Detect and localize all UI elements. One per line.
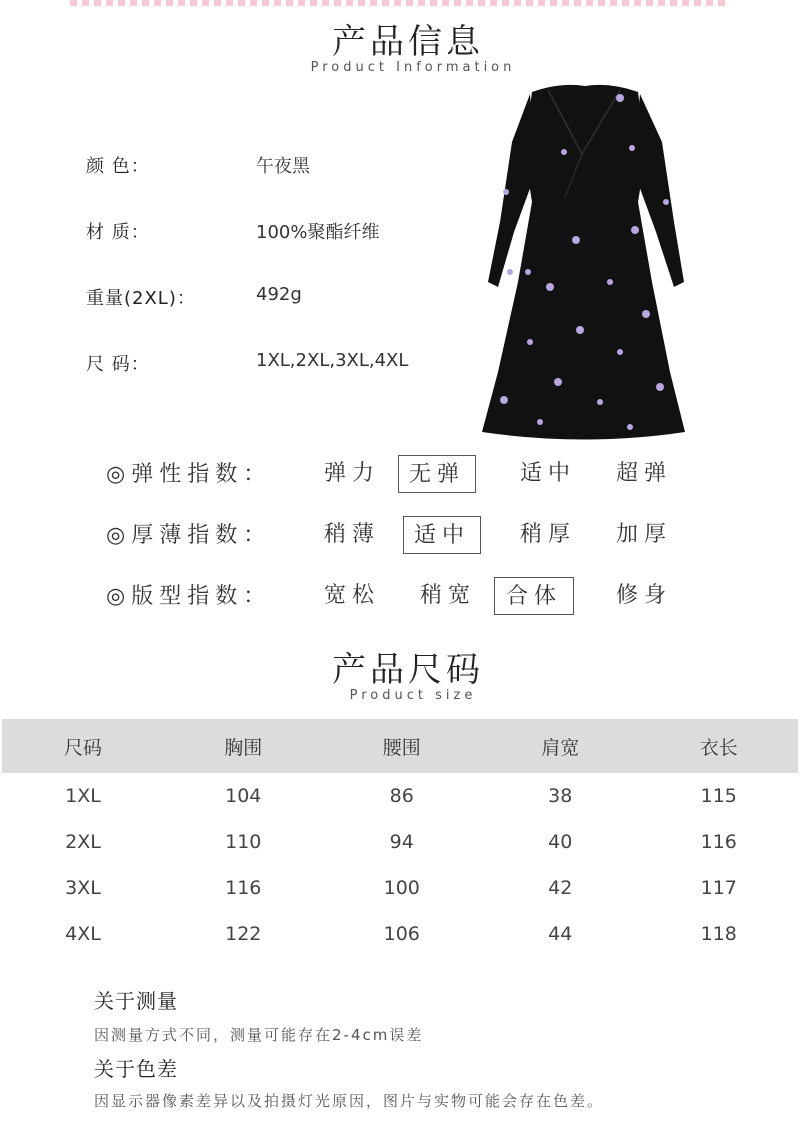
color-note-title: 关于色差 [94,1057,178,1081]
elasticity-option-1: 弹力 [323,461,380,486]
color-note-text: 因显示器像素差异以及拍摄灯光原因，图片与实物可能会存在色差。 [94,1092,605,1110]
elasticity-index-row [0,455,800,495]
thickness-option-2-selected: 适中 [403,516,481,554]
table-row [2,773,798,819]
size-section-title: 产品尺码 [332,650,484,690]
measurement-note-text: 因测量方式不同，测量可能存在2-4cm误差 [94,1026,424,1044]
table-cell: 118 [700,923,737,945]
table-cell: 116 [700,831,737,853]
table-cell: 44 [548,923,573,945]
elasticity-option-2-selected: 无弹 [398,455,476,493]
measurement-note-title: 关于测量 [94,989,178,1013]
weight-value: 492g [256,284,302,305]
header-length: 衣长 [699,736,738,759]
thickness-index-label: ◎厚薄指数： [106,523,272,548]
table-row [2,865,798,911]
table-cell: 110 [225,831,262,853]
fit-option-1: 宽松 [323,583,380,608]
table-cell: 38 [548,785,573,807]
color-label: 颜 色： [86,156,150,177]
table-cell: 122 [225,923,262,945]
dress-image [470,82,700,442]
thickness-index-row [0,516,800,556]
material-value: 100%聚酯纤维 [256,222,380,243]
elasticity-option-4: 超弹 [615,461,672,486]
table-header-row [2,719,798,773]
elasticity-option-3: 适中 [519,461,576,486]
thickness-option-1: 稍薄 [323,522,380,547]
table-cell: 40 [548,831,573,853]
fit-option-2: 稍宽 [419,583,476,608]
table-cell: 42 [548,877,573,899]
product-info-title: 产品信息 [332,22,484,62]
table-cell: 4XL [65,923,101,945]
table-cell: 117 [700,877,737,899]
table-cell: 106 [383,923,420,945]
size-section-subtitle: Product size [349,688,477,703]
fit-index-label: ◎版型指数： [106,584,272,609]
table-cell: 100 [383,877,420,899]
table-cell: 2XL [65,831,101,853]
table-cell: 86 [389,785,414,807]
table-cell: 116 [225,877,262,899]
fit-index-row [0,577,800,617]
table-row [2,819,798,865]
weight-label: 重量(2XL)： [86,288,196,309]
table-cell: 1XL [65,785,101,807]
fit-option-4: 修身 [615,583,672,608]
fit-option-3-selected: 合体 [494,577,574,615]
material-label: 材 质： [86,222,150,243]
table-cell: 3XL [65,877,101,899]
header-size: 尺码 [63,736,102,759]
size-label: 尺 码： [86,354,150,375]
table-cell: 104 [225,785,262,807]
color-value: 午夜黑 [256,156,310,177]
header-shoulder: 肩宽 [541,736,580,759]
table-cell: 94 [389,831,414,853]
elasticity-index-label: ◎弹性指数： [106,462,272,487]
table-row [2,911,798,957]
header-bust: 胸围 [224,736,263,759]
product-info-subtitle: Product Information [310,60,516,75]
thickness-option-4: 加厚 [615,522,672,547]
thickness-option-3: 稍厚 [519,522,576,547]
top-dashed-border [70,0,730,6]
size-table [2,719,798,957]
table-cell: 115 [700,785,737,807]
size-value: 1XL,2XL,3XL,4XL [256,350,409,371]
header-waist: 腰围 [382,736,421,759]
